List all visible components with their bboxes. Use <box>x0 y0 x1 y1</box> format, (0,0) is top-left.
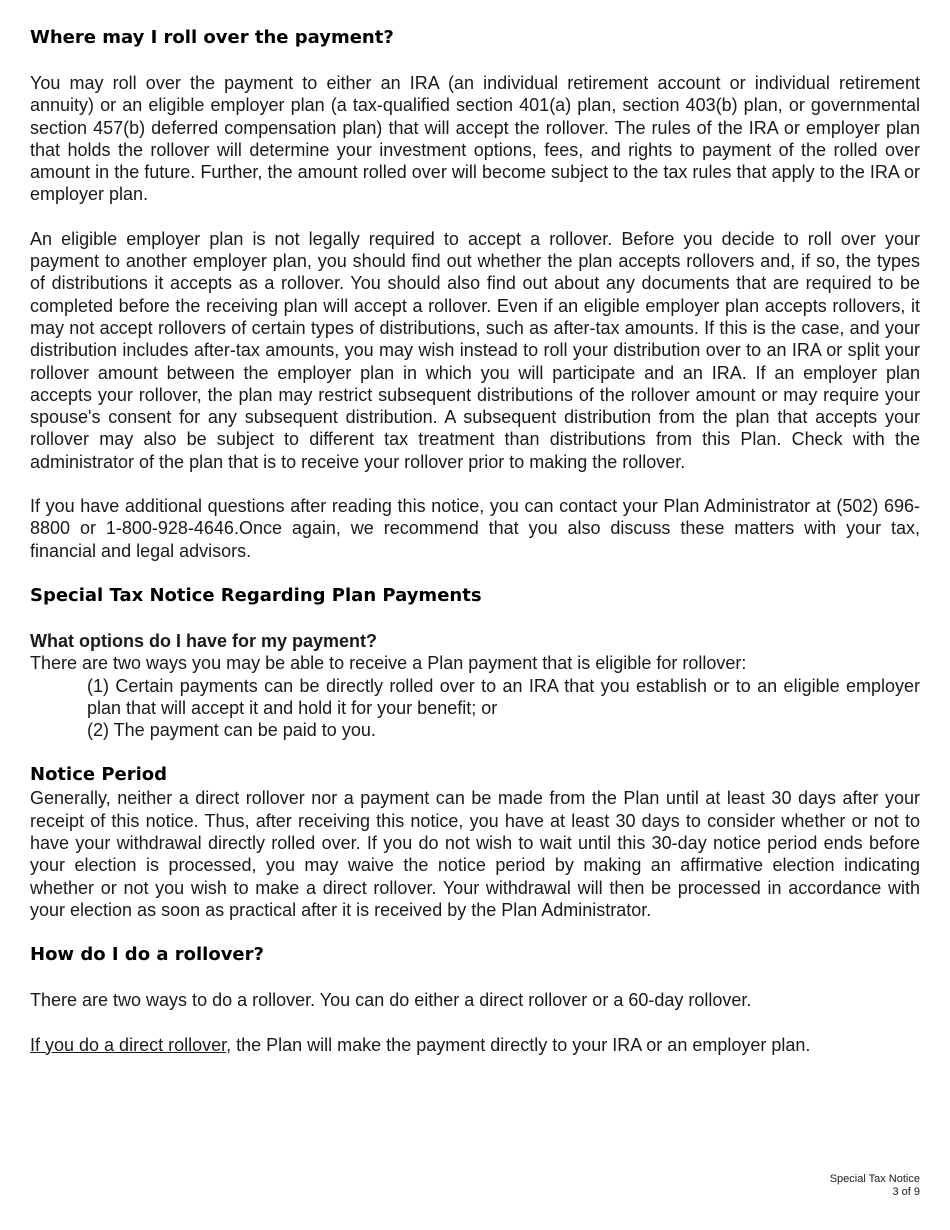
footer-document-title: Special Tax Notice <box>829 1173 920 1185</box>
options-list <box>30 675 920 742</box>
subheading-payment-options: What options do I have for my payment? <box>30 630 378 651</box>
paragraph-notice-period: Generally, neither a direct rollover nor a payment can be made from the Plan until at least 30 days after your receipt of this notice. Thus, after receiving this notice, you have at least 30 days to consider whether or not to have your withdrawal directly rolled over. If you do not wish to wait until this 30-day notice period ends before your election is processed, you may waive the notice period by making an affirmative election indicating whether or not you wish to make a direct rollover. Your withdrawal will then be processed in accordance with your election as soon as practical after it is received by the Plan Administrator. <box>30 788 920 920</box>
paragraph-rollover-methods: There are two ways to do a rollover. You can do either a direct rollover or a 60-day rollover. <box>30 990 752 1011</box>
paragraph-rollover-destinations: You may roll over the payment to either an IRA (an individual retirement account or individual retirement annuity) or an eligible employer plan (a tax-qualified section 401(a) plan, section 403(b) plan, or governmental section 457(b) deferred compensation plan) that will accept the rollover. The rules of the IRA or employer plan that holds the rollover will determine your investment options, fees, and rights to payment of the rolled over amount in the future. Further, the amount rolled over will become subject to the tax rules that apply to the IRA or employer plan. <box>30 73 920 205</box>
footer-page-number: 3 of 9 <box>892 1186 920 1198</box>
option-item-direct-rollover: (1) Certain payments can be directly rolled over to an IRA that you establish or to an eligible employer plan that will accept it and hold it for your benefit; or <box>87 675 920 718</box>
document-page <box>30 26 920 1056</box>
paragraph-contact-administrator: If you have additional questions after reading this notice, you can contact your Plan Administrator at (502) 696-8800 or 1-800-928-4646.Once again, we recommend that you also discuss these matters with your tax, financial and legal advisors. <box>30 496 920 561</box>
heading-notice-period: Notice Period <box>30 764 168 786</box>
paragraph-options-intro: There are two ways you may be able to receive a Plan payment that is eligible for rollover: <box>30 653 747 674</box>
option-item-paid-to-you: (2) The payment can be paid to you. <box>87 720 376 741</box>
direct-rollover-underlined-phrase: If you do a direct rollover <box>30 1034 227 1055</box>
heading-where-roll-over: Where may I roll over the payment? <box>30 27 394 48</box>
paragraph-employer-plan-acceptance: An eligible employer plan is not legally required to accept a rollover. Before you decide to roll over your payment to another employer plan, you should find out whether the plan accepts rollovers and, if so, the types of distributions it accepts as a rollover. You should also find out about any documents that are required to be completed before the receiving plan will accept a rollover. Even if an eligible employer plan accepts rollovers, it may not accept rollovers of certain types of distributions, such as after-tax amounts. If this is the case, and your distribution includes after-tax amounts, you may wish instead to roll your distribution over to an IRA or split your rollover amount between the employer plan in which you will participate and an IRA. If an employer plan accepts your rollover, the plan may restrict subsequent distributions of the rollover amount or may require your spouse's consent for any subsequent distribution. A subsequent distribution from the plan that accepts your rollover may also be subject to different tax treatment than distributions from this Plan. Check with the administrator of the plan that is to receive your rollover prior to making the rollover. <box>30 228 920 472</box>
direct-rollover-rest: , the Plan will make the payment directly to your IRA or an employer plan. <box>226 1034 811 1055</box>
heading-how-rollover: How do I do a rollover? <box>30 944 264 966</box>
heading-special-tax-notice: Special Tax Notice Regarding Plan Payments <box>30 584 482 606</box>
page-footer <box>830 1173 920 1199</box>
paragraph-direct-rollover <box>30 1034 920 1056</box>
